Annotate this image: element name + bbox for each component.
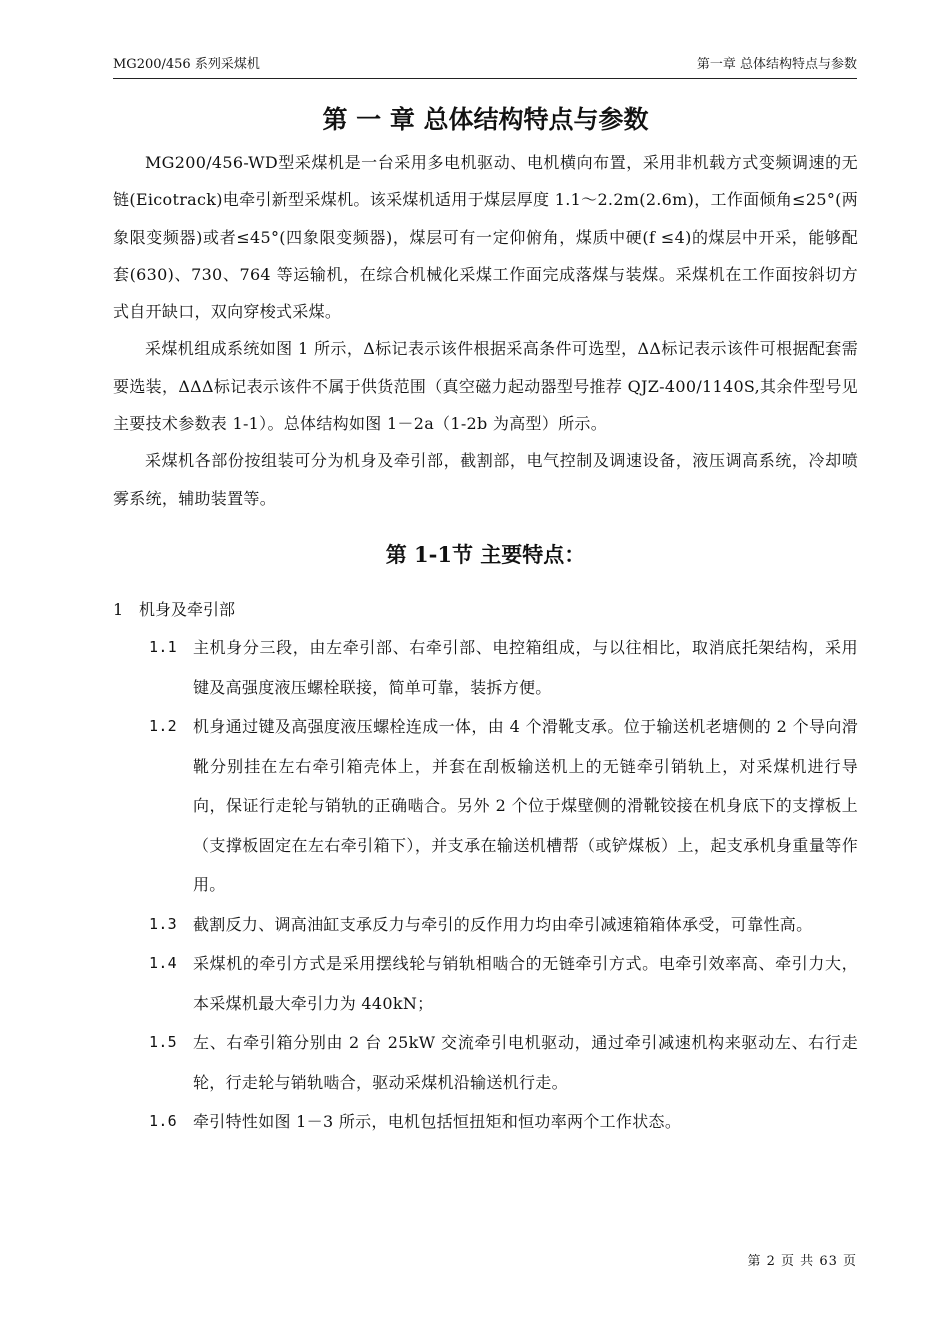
intro-paragraph: 采煤机各部份按组装可分为机身及牵引部，截割部，电气控制及调速设备，液压调高系统，冷却喷雾系统，辅助装置等。 [113,451,858,508]
list-item-number: 1.6 [149,1112,177,1131]
list-item-number: 1.3 [149,914,177,933]
header-chapter-title: 第一章 总体结构特点与参数 [696,57,857,72]
intro-paragraph: MG200/456-WD型采煤机是一台采用多电机驱动、电机横向布置，采用非机载方式变频调速的无链(Eicotrack)电牵引新型采煤机。该采煤机适用于煤层厚度 1.1～2.2m(2.6m)，工作面倾角≤25°(两象限变频器)或者≤45°(四象限变频器)，煤层可有一定仰俯角，煤质中硬(f ≤4)的煤层中开采，能够配套(630)、730、764 等运输机，在综合机械化采煤工作面完成落煤与装煤。采煤机在工作面按斜切方式自开缺口，双向穿梭式采煤。 [113,153,858,322]
list-item-level1 [113,591,858,628]
list-item [113,707,858,905]
page-header [113,52,857,79]
section-title: 第 1-1节 主要特点： [385,541,586,567]
list-item-text: 机身及牵引部 [139,599,236,619]
list-item-text: 采煤机的牵引方式是采用摆线轮与销轨相啮合的无链牵引方式。电牵引效率高、牵引力大，本采煤机最大牵引力为 440kN； [193,954,858,1013]
list-item [113,944,858,1023]
list-item [113,905,858,945]
page-content [113,96,858,1142]
list-item-text: 主机身分三段，由左牵引部、右牵引部、电控箱组成，与以往相比，取消底托架结构，采用键及高强度液压螺栓联接，简单可靠，装拆方便。 [193,638,858,697]
header-doc-title: MG200/456 系列采煤机 [113,57,260,72]
list-item-number: 1.4 [149,954,177,973]
list-item-text: 截割反力、调高油缸支承反力与牵引的反作用力均由牵引减速箱箱体承受，可靠性高。 [193,914,813,934]
list-item-number: 1.1 [149,638,177,657]
page-number: 第 2 页 共 63 页 [747,1254,857,1269]
list-item [113,628,858,707]
list-item-number: 1.2 [149,717,177,736]
chapter-title: 第 一 章 总体结构特点与参数 [322,105,649,134]
list-item [113,1102,858,1142]
list-item-number: 1 [113,599,124,619]
list-item-text: 牵引特性如图 1－3 所示，电机包括恒扭矩和恒功率两个工作状态。 [193,1112,682,1132]
list-item-number: 1.5 [149,1033,177,1052]
list-item [113,1023,858,1102]
intro-paragraph: 采煤机组成系统如图 1 所示，Δ标记表示该件根据采高条件可选型，ΔΔ标记表示该件可根据配套需要选装，ΔΔΔ标记表示该件不属于供货范围（真空磁力起动器型号推荐 QJZ-400/1140S,其余件型号见主要技术参数表 1-1）。总体结构如图 1－2a（1-2b 为高型）所示。 [113,339,858,434]
list-item-text: 左、右牵引箱分别由 2 台 25kW 交流牵引电机驱动，通过牵引减速机构来驱动左、右行走轮，行走轮与销轨啮合，驱动采煤机沿输送机行走。 [193,1033,858,1092]
list-item-text: 机身通过键及高强度液压螺栓连成一体，由 4 个滑靴支承。位于输送机老塘侧的 2 个导向滑靴分别挂在左右牵引箱壳体上，并套在刮板输送机上的无链牵引销轨上，对采煤机进行导向，保证行走轮与销轨的正确啮合。另外 2 个位于煤壁侧的滑靴铰接在机身底下的支撑板上（支撑板固定在左右牵引箱下），并支承在输送机槽帮（或铲煤板）上，起支承机身重量等作用。 [193,717,858,895]
